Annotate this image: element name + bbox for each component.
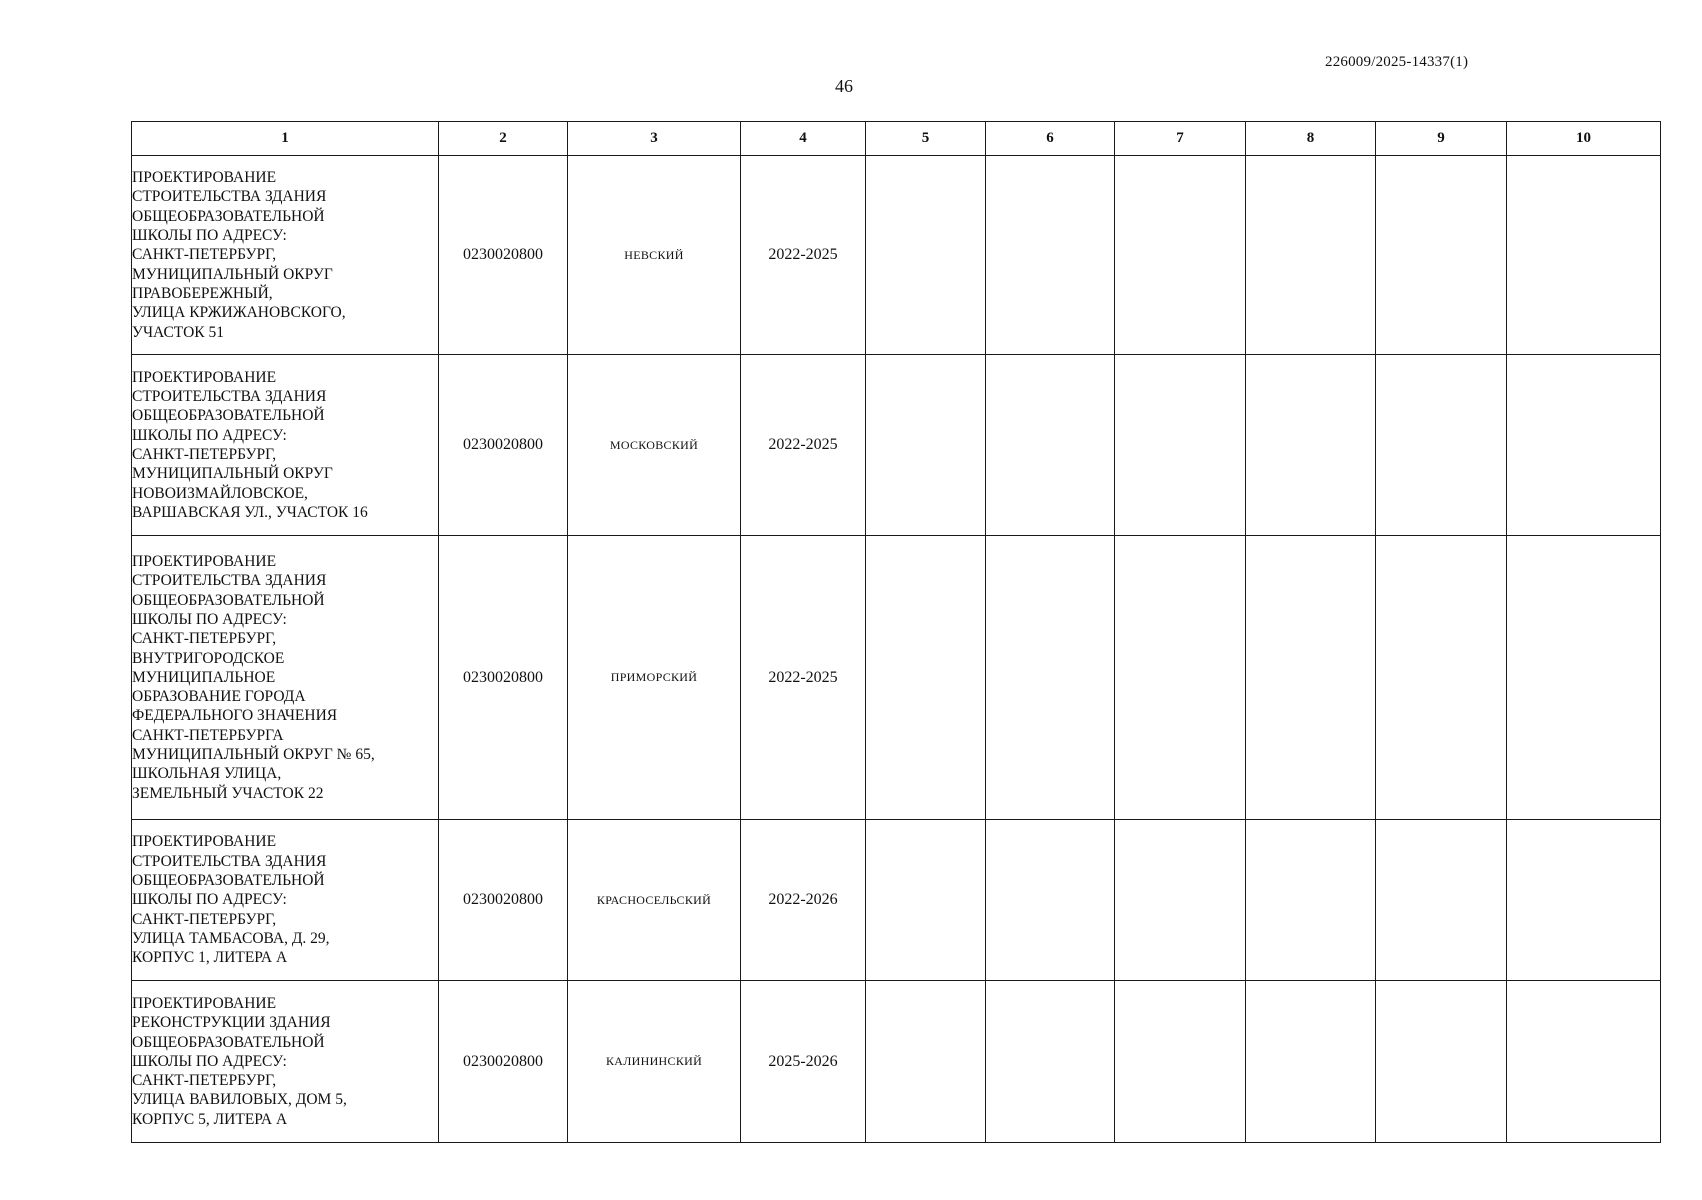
empty-cell [1246,981,1376,1143]
period-cell: 2022-2026 [741,820,866,981]
empty-cell [986,536,1115,820]
code-cell: 0230020800 [439,820,568,981]
empty-cell [1507,981,1661,1143]
column-header-2: 2 [439,122,568,156]
page-number: 46 [835,76,853,96]
table-row [132,355,1661,536]
column-header-1: 1 [132,122,439,156]
empty-cell [866,536,986,820]
column-header-6: 6 [986,122,1115,156]
empty-cell [986,820,1115,981]
period-cell: 2022-2025 [741,355,866,536]
empty-cell [1376,981,1507,1143]
empty-cell [986,355,1115,536]
empty-cell [1246,156,1376,355]
empty-cell [866,156,986,355]
column-header-4: 4 [741,122,866,156]
object-name-cell: ПРОЕКТИРОВАНИЕ СТРОИТЕЛЬСТВА ЗДАНИЯ ОБЩЕОБРАЗОВАТЕЛЬНОЙ ШКОЛЫ ПО АДРЕСУ: САНКТ-ПЕТЕРБУРГ, МУНИЦИПАЛЬНЫЙ ОКРУГ ПРАВОБЕРЕЖНЫЙ, УЛИЦА КРЖИЖАНОВСКОГО, УЧАСТОК 51 [132,156,439,355]
table-row [132,156,1661,355]
empty-cell [1115,156,1246,355]
column-header-7: 7 [1115,122,1246,156]
empty-cell [1376,536,1507,820]
empty-cell [1246,536,1376,820]
column-header-8: 8 [1246,122,1376,156]
code-cell: 0230020800 [439,355,568,536]
code-cell: 0230020800 [439,981,568,1143]
table-row [132,981,1661,1143]
empty-cell [1376,355,1507,536]
code-cell: 0230020800 [439,536,568,820]
empty-cell [1246,820,1376,981]
table-row [132,536,1661,820]
empty-cell [1115,820,1246,981]
document-registration-number: 226009/2025-14337(1) [1325,54,1469,70]
period-cell: 2022-2025 [741,156,866,355]
object-name-cell: ПРОЕКТИРОВАНИЕ СТРОИТЕЛЬСТВА ЗДАНИЯ ОБЩЕОБРАЗОВАТЕЛЬНОЙ ШКОЛЫ ПО АДРЕСУ: САНКТ-ПЕТЕРБУРГ, ВНУТРИГОРОДСКОЕ МУНИЦИПАЛЬНОЕ ОБРАЗОВАНИЕ ГОРОДА ФЕДЕРАЛЬНОГО ЗНАЧЕНИЯ САНКТ-ПЕТЕРБУРГА МУНИЦИПАЛЬНЫЙ ОКРУГ № 65, ШКОЛЬНАЯ УЛИЦА, ЗЕМЕЛЬНЫЙ УЧАСТОК 22 [132,536,439,820]
empty-cell [986,156,1115,355]
empty-cell [1376,156,1507,355]
object-name-cell: ПРОЕКТИРОВАНИЕ СТРОИТЕЛЬСТВА ЗДАНИЯ ОБЩЕОБРАЗОВАТЕЛЬНОЙ ШКОЛЫ ПО АДРЕСУ: САНКТ-ПЕТЕРБУРГ, УЛИЦА ТАМБАСОВА, Д. 29, КОРПУС 1, ЛИТЕРА А [132,820,439,981]
period-cell: 2022-2025 [741,536,866,820]
object-name-cell: ПРОЕКТИРОВАНИЕ РЕКОНСТРУКЦИИ ЗДАНИЯ ОБЩЕОБРАЗОВАТЕЛЬНОЙ ШКОЛЫ ПО АДРЕСУ: САНКТ-ПЕТЕРБУРГ, УЛИЦА ВАВИЛОВЫХ, ДОМ 5, КОРПУС 5, ЛИТЕРА А [132,981,439,1143]
empty-cell [1507,355,1661,536]
district-cell: НЕВСКИЙ [568,156,741,355]
empty-cell [866,820,986,981]
table-header-row [132,122,1661,156]
column-header-5: 5 [866,122,986,156]
empty-cell [1507,156,1661,355]
empty-cell [1507,820,1661,981]
period-cell: 2025-2026 [741,981,866,1143]
code-cell: 0230020800 [439,156,568,355]
column-header-10: 10 [1507,122,1661,156]
empty-cell [866,355,986,536]
empty-cell [986,981,1115,1143]
empty-cell [1115,355,1246,536]
district-cell: МОСКОВСКИЙ [568,355,741,536]
empty-cell [1115,536,1246,820]
column-header-9: 9 [1376,122,1507,156]
empty-cell [1115,981,1246,1143]
empty-cell [1376,820,1507,981]
district-cell: КРАСНОСЕЛЬСКИЙ [568,820,741,981]
object-name-cell: ПРОЕКТИРОВАНИЕ СТРОИТЕЛЬСТВА ЗДАНИЯ ОБЩЕОБРАЗОВАТЕЛЬНОЙ ШКОЛЫ ПО АДРЕСУ: САНКТ-ПЕТЕРБУРГ, МУНИЦИПАЛЬНЫЙ ОКРУГ НОВОИЗМАЙЛОВСКОЕ, ВАРШАВСКАЯ УЛ., УЧАСТОК 16 [132,355,439,536]
empty-cell [866,981,986,1143]
table-row [132,820,1661,981]
empty-cell [1246,355,1376,536]
district-cell: ПРИМОРСКИЙ [568,536,741,820]
district-cell: КАЛИНИНСКИЙ [568,981,741,1143]
column-header-3: 3 [568,122,741,156]
data-table [131,121,1661,1143]
empty-cell [1507,536,1661,820]
